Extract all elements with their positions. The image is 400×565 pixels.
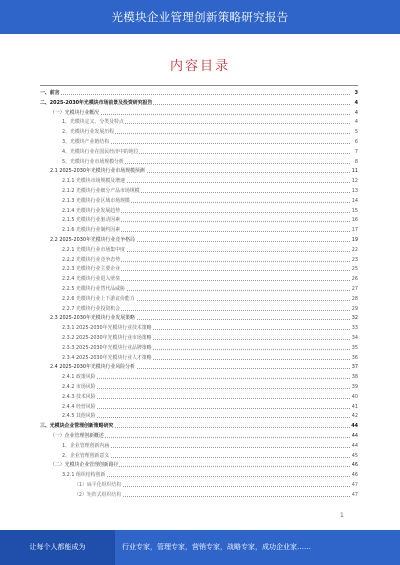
toc-entry-title: （1）扁平化组织结构 (74, 482, 122, 488)
toc-entry-title: 4、光模块行业在国民经济中的地位 (62, 148, 139, 155)
toc-entry[interactable] (62, 245, 358, 255)
toc-entry-page: 4 (354, 99, 358, 106)
toc-entry-page: 3 (354, 90, 358, 96)
toc-entry-title: 5、光模块行业市场规模分析 (62, 158, 124, 165)
toc-entry-page: 40 (351, 393, 358, 400)
toc-entry-page: 36 (351, 354, 358, 361)
toc-entry-page: 15 (351, 207, 358, 214)
toc-entry-title: 2.2.2 光模块行业竞争态势 (62, 256, 121, 263)
toc-entry-title: 2.4.4 经营风险 (62, 403, 96, 410)
toc-entry-title: 2.1 2025-2030年光模块行业市场规模预测 (50, 168, 145, 175)
toc-entry-page: 7 (354, 148, 358, 155)
toc-entry-page: 44 (351, 423, 358, 430)
toc-entry-page: 14 (351, 197, 358, 204)
toc-entry-title: 2.4.2 市场风险 (62, 384, 96, 390)
toc-entry-page: 11 (351, 168, 358, 175)
toc-entry-title: （一）企业管理创新概述 (50, 433, 104, 439)
toc-entry[interactable] (74, 490, 358, 500)
toc-entry-page: 35 (351, 344, 358, 351)
toc-entry-page: 12 (351, 178, 358, 185)
toc-title: 内容目录 (169, 59, 230, 74)
toc-entry-title: 3.2.1 组织结构创新 (62, 472, 106, 479)
toc-leader-dots (62, 408, 350, 409)
toc-entry-page: 4 (354, 119, 358, 126)
toc-entry[interactable] (50, 166, 358, 176)
toc-entry-page: 5 (354, 129, 358, 136)
toc-entry[interactable] (62, 372, 358, 382)
page-number: 1 (340, 512, 344, 519)
toc-entry[interactable] (62, 137, 358, 147)
toc-entry-title: 2.1.1 光模块市场规模及增速 (62, 178, 125, 185)
toc-entry[interactable] (62, 215, 358, 225)
toc-entry-title: 2.1.2 光模块行业细分产品市场规模 (62, 188, 140, 194)
toc-entry-title: 2、企业管理创新意义 (62, 452, 110, 459)
toc-entry-title: 2.3.1 2025-2030年光模块行业技术策略 (62, 325, 152, 332)
toc-entry[interactable] (62, 157, 358, 167)
toc-entry[interactable] (62, 304, 358, 314)
toc-entry-page: 46 (351, 462, 358, 469)
toc-entry-page: 38 (351, 374, 358, 381)
toc-entry-page: 29 (351, 305, 358, 312)
toc-entry[interactable] (50, 460, 358, 470)
toc-entry-page: 27 (351, 286, 358, 292)
toc-entry[interactable] (62, 255, 358, 265)
footer-bar (0, 530, 400, 565)
toc-entry[interactable] (62, 206, 358, 216)
toc-entry[interactable] (62, 274, 358, 284)
toc-leader-dots (62, 417, 350, 418)
toc-entry[interactable] (62, 117, 358, 127)
toc-leader-dots (40, 94, 350, 95)
toc-entry[interactable] (62, 284, 358, 294)
toc-entry-page: 17 (351, 227, 358, 234)
toc-entry[interactable] (62, 176, 358, 186)
toc-entry-title: （一）光模块行业概况 (50, 109, 99, 116)
footer-slogan-right: 行业专家，管理专家，营销专家，战略专家，成功企业家…… (122, 543, 311, 551)
toc-entry[interactable] (40, 421, 358, 431)
toc-entry-title: （二）光模块企业管理创新路径 (50, 462, 119, 469)
toc-entry-title: 2.4.5 其他风险 (62, 413, 96, 420)
toc-divider (40, 85, 358, 86)
toc-entry-page: 45 (351, 452, 358, 459)
toc-entry-title: 2.2 2025-2030年光模块行业竞争格局 (50, 237, 135, 243)
toc-entry-page: 13 (351, 188, 358, 194)
toc-entry-title: 2.1.5 光模块行业驱动因素 (62, 217, 121, 224)
toc-entry[interactable] (62, 470, 358, 480)
toc-entry-title: 2.2.1 光模块行业市场集中度 (62, 246, 125, 253)
toc-entry-title: 2.1.6 光模块行业制约因素 (62, 227, 121, 234)
toc-entry-title: 2.3.2 2025-2030年光模块行业市场策略 (62, 335, 152, 341)
toc-entry[interactable] (50, 108, 358, 118)
toc-entry-page: 16 (351, 217, 358, 224)
toc-entry-page: 39 (351, 384, 358, 390)
toc-entry-page: 47 (351, 491, 358, 498)
footer-left-block (0, 530, 115, 565)
toc-entry-title: 三、光模块企业管理创新策略研究 (40, 423, 114, 430)
toc-entry-title: 2.2.5 光模块行业替代品威胁 (62, 286, 125, 292)
footer-slogan-left: 让每个人都能成为 (29, 543, 86, 551)
toc-entry-title: 2.4 2025-2030年光模块行业风险分析 (50, 364, 135, 371)
toc-entry-title: 一、前言 (40, 90, 60, 96)
toc-entry-title: 2.2.6 光模块行业上下游议价能力 (62, 295, 135, 302)
toc-entry-title: 2.2.7 光模块行业投资机会 (62, 305, 121, 312)
toc-entry-page: 32 (351, 315, 358, 322)
toc-entry-title: 1、光模块定义、分类及特点 (62, 119, 124, 126)
toc-entry[interactable] (62, 225, 358, 235)
toc-entry-title: 2.1.4 光模块行业发展趋势 (62, 207, 121, 214)
toc-entry[interactable] (40, 98, 358, 108)
toc-entry-title: 2.4.1 政策风险 (62, 374, 96, 381)
toc-entry-page: 33 (351, 325, 358, 332)
toc-leader-dots (62, 388, 350, 389)
toc-entry-page: 6 (354, 139, 358, 145)
toc-entry[interactable] (62, 323, 358, 333)
report-title: 光模块企业管理创新策略研究报告 (111, 10, 289, 24)
toc-entry[interactable] (62, 402, 358, 412)
toc-entry-title: 3、光模块产业链结构 (62, 139, 110, 145)
toc-entry-page: 25 (351, 266, 358, 273)
toc-entry-title: 1、企业管理创新内涵 (62, 442, 110, 449)
toc-entry-title: 2.2.4 光模块行业进入壁垒 (62, 276, 121, 283)
toc-entry-page: 22 (351, 246, 358, 253)
toc-entry-page: 26 (351, 276, 358, 283)
toc-entry-page: 44 (351, 433, 358, 439)
toc-entry[interactable] (50, 431, 358, 441)
header-bar (0, 0, 400, 34)
toc-entry[interactable] (50, 235, 358, 245)
toc-entry-title: 2.3.4 2025-2030年光模块行业人才策略 (62, 354, 152, 361)
toc-entry[interactable] (62, 333, 358, 343)
toc-entry-page: 4 (354, 109, 358, 116)
toc-entry[interactable] (62, 343, 358, 353)
toc-entry[interactable] (50, 313, 358, 323)
toc-entry-page: 28 (351, 295, 358, 302)
toc-entry[interactable] (62, 127, 358, 137)
toc-entry-title: 二、2025-2030年光模块市场前景及投资研究报告 (40, 99, 153, 106)
toc-entry-page: 47 (351, 482, 358, 488)
toc-entry-title: （2）矩阵式组织结构 (74, 491, 122, 498)
toc-entry-title: 2、光模块行业发展历程 (62, 129, 115, 136)
toc-entry[interactable] (62, 264, 358, 274)
toc-entry[interactable] (62, 441, 358, 451)
toc-leader-dots (62, 378, 350, 379)
toc-entry[interactable] (74, 480, 358, 490)
toc-entry[interactable] (62, 186, 358, 196)
toc-entry[interactable] (50, 362, 358, 372)
toc-entry[interactable] (62, 294, 358, 304)
toc-entry[interactable] (40, 88, 358, 98)
toc-entry-page: 42 (351, 413, 358, 420)
toc-leader-dots (62, 398, 350, 399)
toc-entry-page: 23 (351, 256, 358, 263)
toc-entry-title: 2.3.3 2025-2030年光模块行业品牌策略 (62, 344, 152, 351)
toc-entry-page: 34 (351, 335, 358, 341)
toc-entry-page: 46 (351, 472, 358, 479)
toc-entry[interactable] (62, 451, 358, 461)
toc-entry-page: 44 (351, 442, 358, 449)
toc-entry[interactable] (62, 196, 358, 206)
toc-entry[interactable] (62, 382, 358, 392)
toc-entry-page: 8 (354, 158, 358, 165)
toc-entry-page: 41 (351, 403, 358, 410)
toc-entry[interactable] (62, 411, 358, 421)
toc-entry-page: 19 (351, 237, 358, 243)
toc-entry-title: 2.4.3 技术风险 (62, 393, 96, 400)
toc-entry-title: 2.1.3 光模块行业区域市场规模 (62, 197, 130, 204)
toc-entry-page: 37 (351, 364, 358, 371)
toc-entry[interactable] (62, 353, 358, 363)
toc-entry[interactable] (62, 392, 358, 402)
toc-entry-title: 2.3 2025-2030年光模块行业发展策略 (50, 315, 135, 322)
toc-entry[interactable] (62, 147, 358, 157)
toc-entry-title: 2.2.3 光模块行业主要企业 (62, 266, 121, 273)
